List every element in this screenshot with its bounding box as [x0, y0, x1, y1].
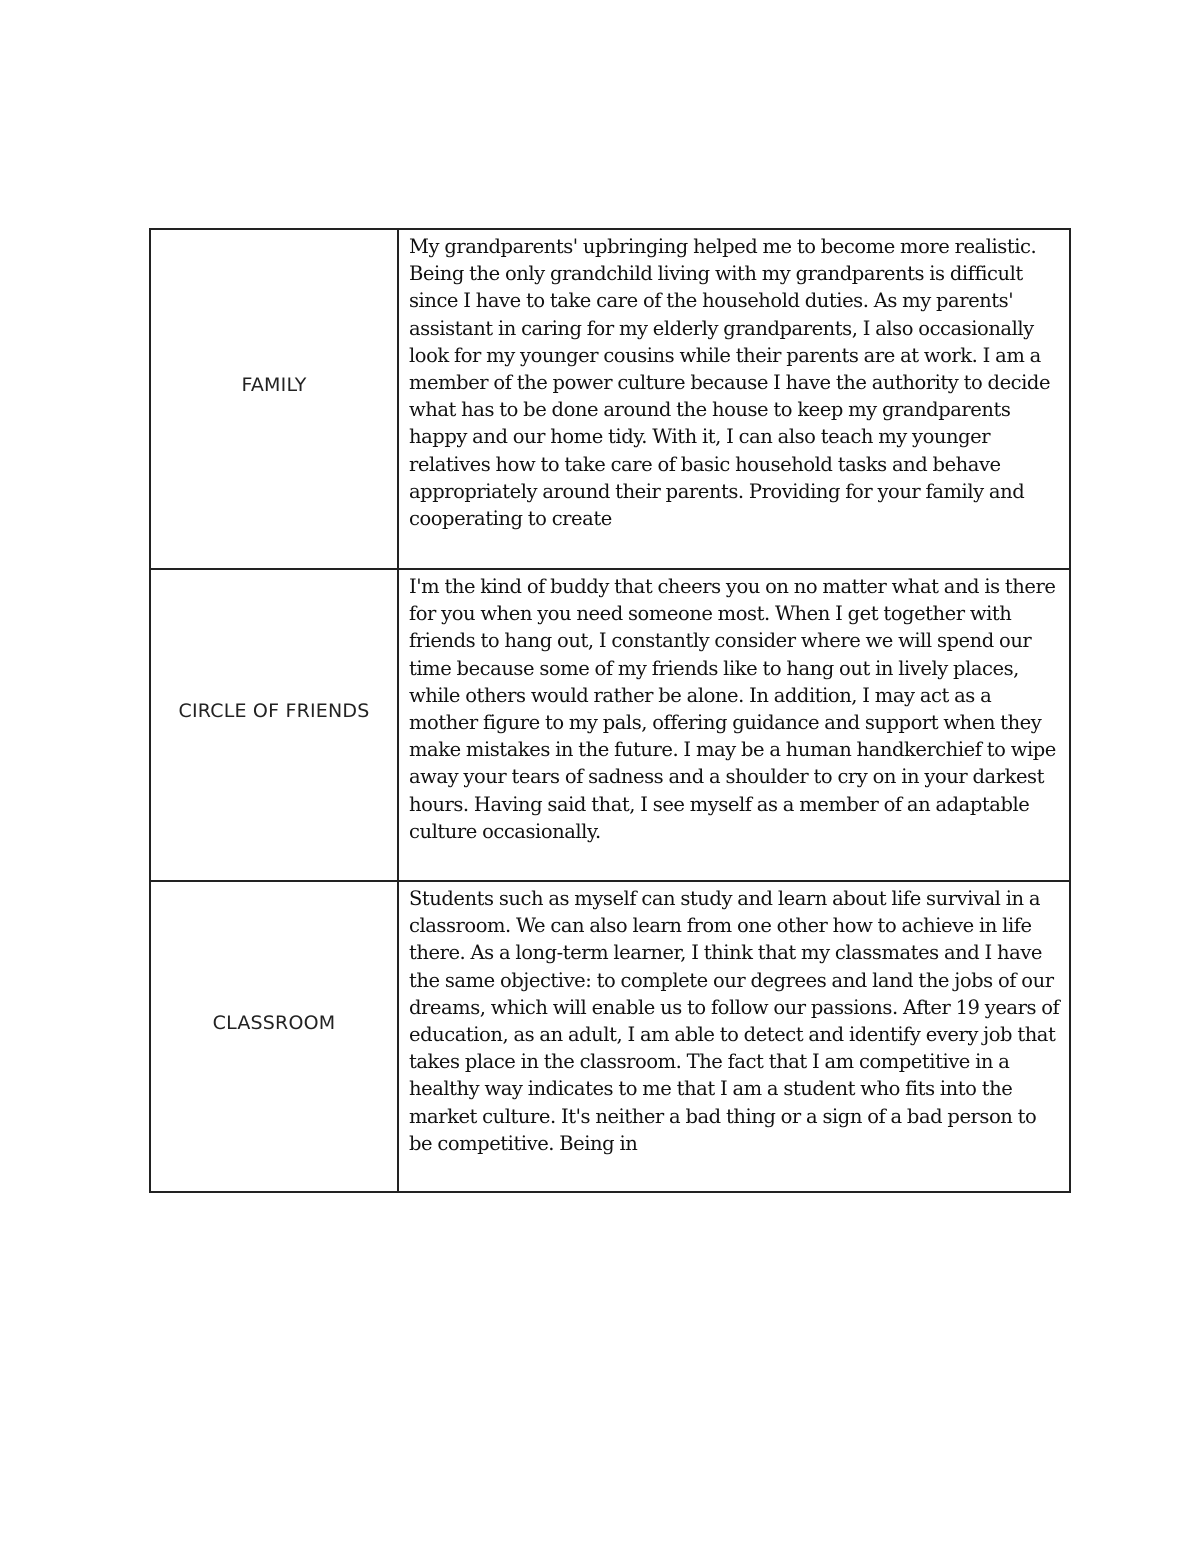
row-text-family: My grandparents' upbringing helped me to become more realistic. Being the only grandchild living with my grandparents is difficult since I have to take care of the household duties. As my parents' assistant in caring for my elderly grandparents, I also occasionally look for my younger cousins while their parents are at work. I am a member of the power culture because I have the authority to decide what has to be done around the house to keep my grandparents happy and our home tidy. With it, I can also teach my younger relatives how to take care of basic household tasks and behave appropriately around their parents. Providing for your family and cooperating to create: [398, 229, 1070, 569]
table-row-circle-of-friends: [150, 569, 1070, 881]
culture-table: [149, 228, 1071, 1193]
row-label-cell: [150, 881, 398, 1192]
table-row-classroom: [150, 881, 1070, 1192]
row-label-cell: [150, 569, 398, 881]
row-label-cell: [150, 229, 398, 569]
row-text-classroom: Students such as myself can study and learn about life survival in a classroom. We can also learn from one other how to achieve in life there. As a long-term learner, I think that my classmates and I have the same objective: to complete our degrees and land the jobs of our dreams, which will enable us to follow our passions. After 19 years of education, as an adult, I am able to detect and identify every job that takes place in the classroom. The fact that I am competitive in a healthy way indicates to me that I am a student who fits into the market culture. It's neither a bad thing or a sign of a bad person to be competitive. Being in: [398, 881, 1070, 1192]
row-label-family: FAMILY: [241, 374, 307, 396]
row-label-circle-of-friends: CIRCLE OF FRIENDS: [178, 700, 370, 722]
row-label-classroom: CLASSROOM: [212, 1011, 336, 1034]
table-row-family: [150, 229, 1070, 569]
row-text-circle-of-friends: I'm the kind of buddy that cheers you on no matter what and is there for you when you need someone most. When I get together with friends to hang out, I constantly consider where we will spend our time because some of my friends like to hang out in lively places, while others would rather be alone. In addition, I may act as a mother figure to my pals, offering guidance and support when they make mistakes in the future. I may be a human handkerchief to wipe away your tears of sadness and a shoulder to cry on in your darkest hours. Having said that, I see myself as a member of an adaptable culture occasionally.: [398, 569, 1070, 881]
